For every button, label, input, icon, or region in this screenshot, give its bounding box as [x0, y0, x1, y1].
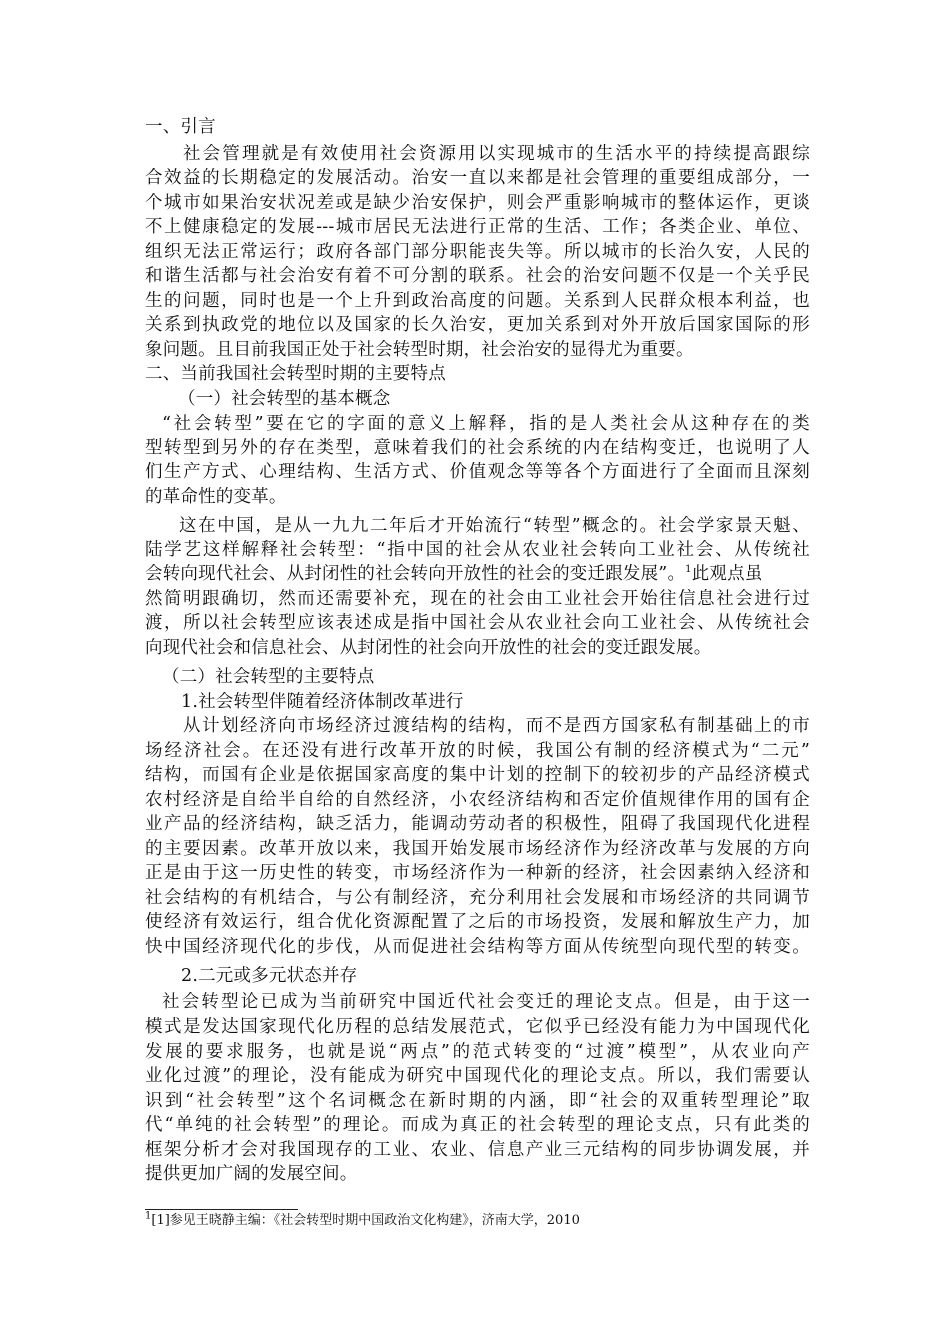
- text-line: 发展的要求服务，也就是说“两点”的范式转变的“过渡”模型”，从农业向产: [145, 1042, 810, 1062]
- text-line: 提供更加广阔的发展空间。: [145, 1164, 358, 1184]
- subsection-heading-concept: （一）社会转型的基本概念: [178, 389, 391, 409]
- text-line: 组织无法正常运行；政府各部门部分职能丧失等。所以城市的长治久安，人民的: [145, 242, 810, 262]
- text-line: 场经济社会。在还没有进行改革开放的时候，我国公有制的经济模式为“二元”: [145, 741, 810, 761]
- subsection-heading-features: （二）社会转型的主要特点: [162, 667, 375, 687]
- text-line: 不上健康稳定的发展---城市居民无法进行正常的生活、工作；各类企业、单位、: [145, 217, 810, 237]
- text-line: 们生产方式、心理结构、生活方式、价值观念等等各个方面进行了全面而且深刻: [145, 462, 810, 482]
- text-line: 陆学艺这样解释社会转型：“指中国的社会从农业社会转向工业社会、从传统社: [145, 540, 810, 560]
- text-line: 合效益的长期稳定的发展活动。治安一直以来都是社会管理的重要组成部分，一: [145, 168, 810, 188]
- text-line: [145, 562, 810, 586]
- text-line: 正是由于这一历史性的转变，市场经济作为一种新的经济，社会因素纳入经济和: [145, 863, 810, 883]
- text-line: 模式是发达国家现代化历程的总结发展范式，它似乎已经没有能力为中国现代化: [145, 1017, 810, 1037]
- text-line: 快中国经济现代化的步伐，从而促进社会结构等方面从传统型向现代型的转变。: [145, 937, 810, 957]
- footnote-text: [1]参见王晓静主编：《社会转型时期中国政治文化构建》，济南大学，2010: [151, 1213, 580, 1228]
- text-line: 型转型到另外的存在类型，意味着我们的社会系统的内在结构变迁，也说明了人: [145, 438, 810, 458]
- point-2-title: 2.二元或多元状态并存: [181, 966, 358, 986]
- text-line: 从计划经济向市场经济过渡结构的结构，而不是西方国家私有制基础上的市: [183, 716, 810, 736]
- text-line: 的革命性的变革。: [145, 487, 287, 507]
- text-line: 个城市如果治安状况差或是缺少治安保护，则会严重影响城市的整体运作，更谈: [145, 193, 810, 213]
- text-line: 社会结构的有机结合，与公有制经济，充分利用社会发展和市场经济的共同调节: [145, 888, 810, 908]
- text-line: 这在中国，是从一九九二年后才开始流行“转型”概念的。社会学家景天魁、: [179, 516, 810, 536]
- text-line: 然简明跟确切，然而还需要补充，现在的社会由工业社会开始往信息社会进行过: [145, 589, 810, 609]
- text-line: 象问题。且目前我国正处于社会转型时期，社会治安的显得尤为重要。: [145, 340, 694, 360]
- text-line: 结构，而国有企业是依据国家高度的集中计划的控制下的较初步的产品经济模式: [145, 765, 810, 785]
- text-line: 渡，所以社会转型应该表述成是指中国社会从农业社会向工业社会、从传统社会: [145, 613, 810, 633]
- text-line: 和谐生活都与社会治安有着不可分割的联系。社会的治安问题不仅是一个关乎民: [145, 266, 810, 286]
- footnote: [145, 1212, 810, 1230]
- text-line: 关系到执政党的地位以及国家的长久治安，更加关系到对外开放后国家国际的形: [145, 315, 810, 335]
- text-line: 使经济有效运行，组合优化资源配置了之后的市场投资，发展和解放生产力，加: [145, 912, 810, 932]
- text-line: “社会转型”要在它的字面的意义上解释，指的是人类社会从这种存在的类: [162, 414, 810, 434]
- text-line: 农村经济是自给半自给的自然经济，小农经济结构和否定价值规律作用的国有企: [145, 790, 810, 810]
- text-line: 社会转型论已成为当前研究中国近代社会变迁的理论支点。但是，由于这一: [162, 992, 810, 1012]
- text-line: 框架分析才会对我国现存的工业、农业、信息产业三元结构的同步协调发展，并: [145, 1140, 810, 1160]
- section-heading-introduction: 一、引言: [145, 117, 216, 137]
- footnote-divider: [145, 1209, 298, 1210]
- text-line: 生的问题，同时也是一个上升到政治高度的问题。关系到人民群众根本利益，也: [145, 291, 810, 311]
- text-line: 识到“社会转型”这个名词概念在新时期的内涵，即“社会的双重转型理论”取: [145, 1091, 810, 1111]
- text-segment: 会转向现代社会、从封闭性的社会转向开放性的社会的变迁跟发展”。: [145, 564, 686, 584]
- footnote-reference[interactable]: 1: [685, 564, 692, 576]
- text-segment: 此观点虽: [691, 564, 763, 584]
- section-heading-characteristics: 二、当前我国社会转型时期的主要特点: [145, 364, 446, 384]
- text-line: 向现代社会和信息社会、从封闭性的社会向开放性的社会的变迁跟发展。: [145, 638, 712, 658]
- footnote-mark: 1: [145, 1210, 152, 1222]
- text-line: 的主要因素。改革开放以来，我国开始发展市场经济作为经济改革与发展的方向: [145, 839, 810, 859]
- point-1-title: 1.社会转型伴随着经济体制改革进行: [181, 692, 464, 712]
- text-line: 代“单纯的社会转型”的理论。而成为真正的社会转型的理论支点，只有此类的: [145, 1115, 810, 1135]
- text-line: 业产品的经济结构，缺乏活力，能调动劳动者的积极性，阻碍了我国现代化进程: [145, 814, 810, 834]
- text-line: 社会管理就是有效使用社会资源用以实现城市的生活水平的持续提高跟综: [183, 144, 810, 164]
- text-line: 业化过渡”的理论，没有能成为研究中国现代化的理论支点。所以，我们需要认: [145, 1066, 810, 1086]
